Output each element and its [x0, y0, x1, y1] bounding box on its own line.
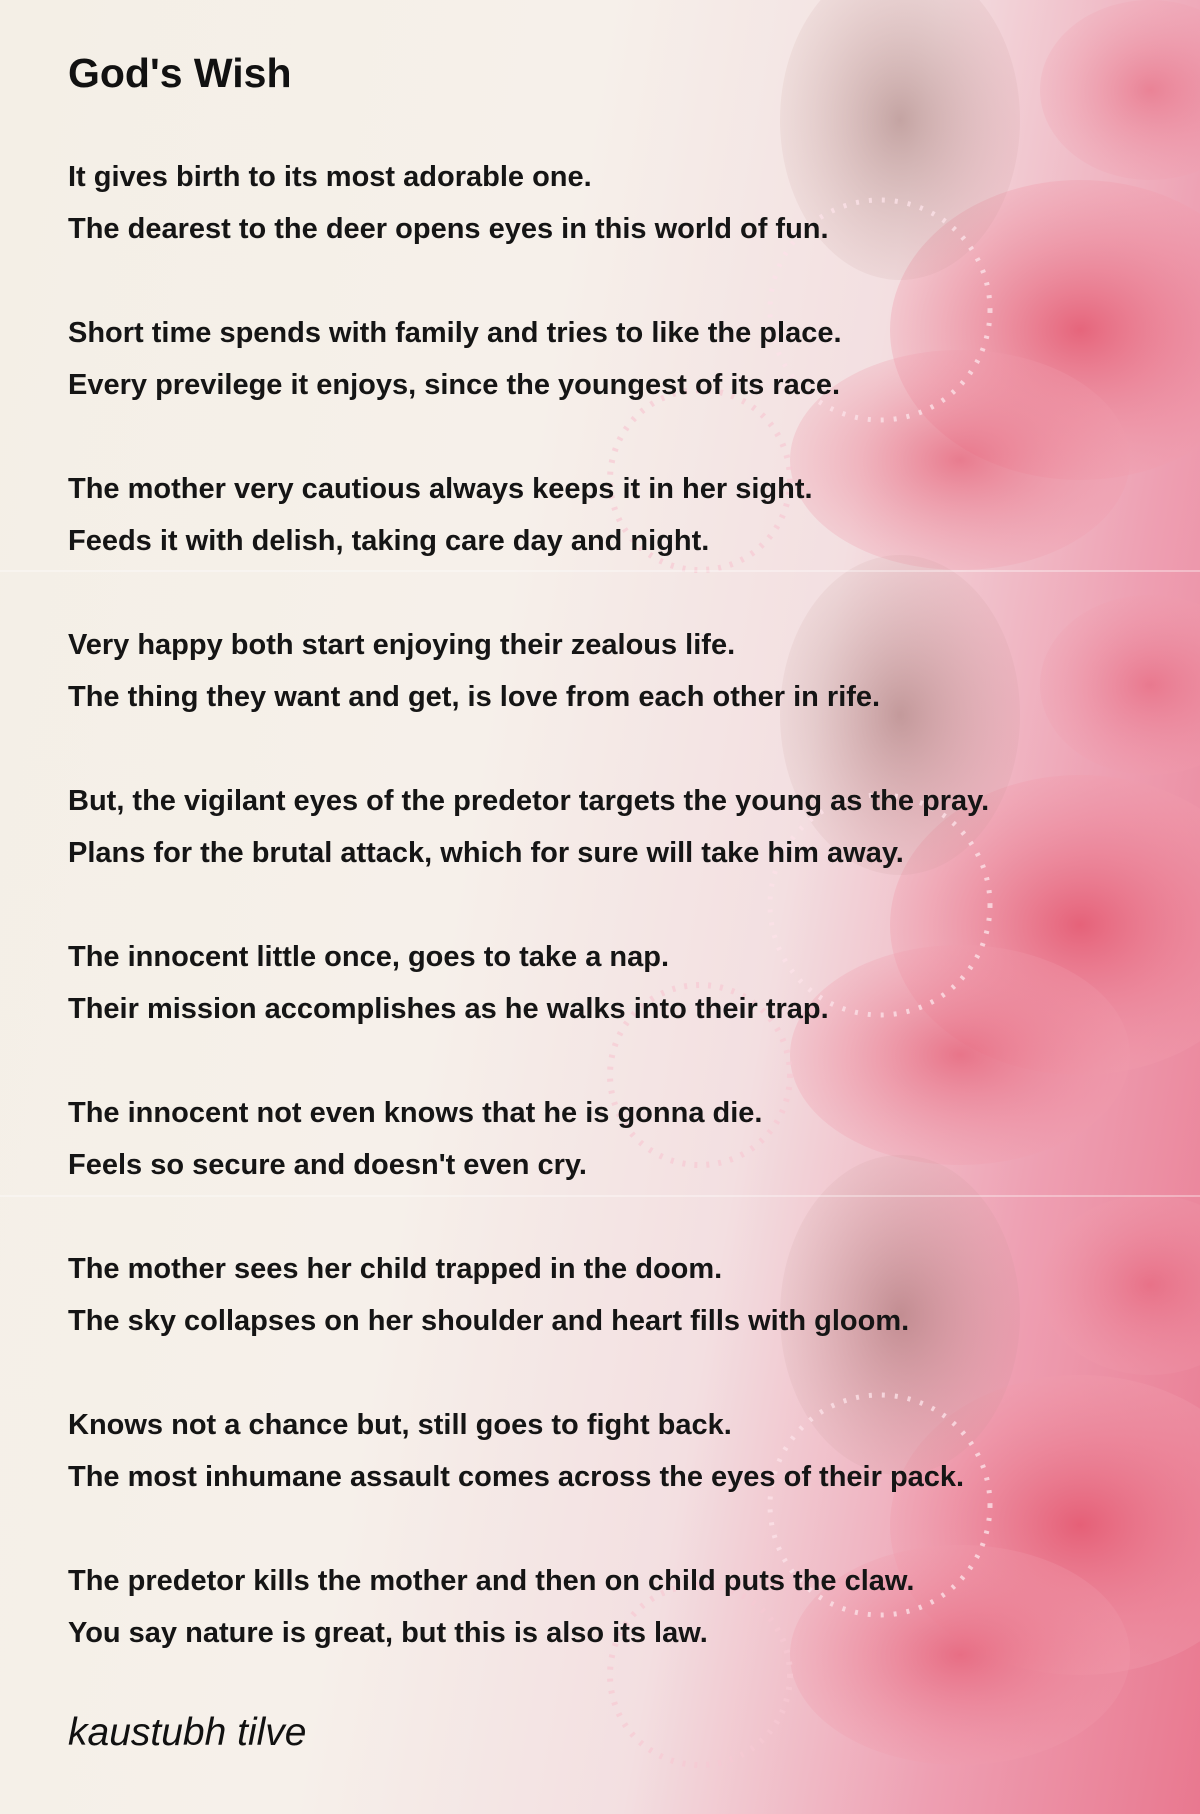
poem-title: God's Wish	[68, 50, 292, 96]
poem-author: kaustubh tilve	[68, 1711, 307, 1755]
stanza	[68, 151, 1148, 255]
stanza	[68, 307, 1148, 411]
poem-line: Feeds it with delish, taking care day and night.	[68, 525, 710, 558]
poem-line: But, the vigilant eyes of the predetor targets the young as the pray.	[68, 785, 990, 818]
poem-line: Plans for the brutal attack, which for sure will take him away.	[68, 837, 904, 870]
stanza	[68, 931, 1148, 1035]
poem-line: The mother sees her child trapped in the doom.	[68, 1253, 723, 1286]
poem-line: Feels so secure and doesn't even cry.	[68, 1149, 587, 1182]
poem-line: Knows not a chance but, still goes to fight back.	[68, 1409, 732, 1442]
stanza	[68, 1243, 1148, 1347]
poem-line: Their mission accomplishes as he walks into their trap.	[68, 993, 829, 1026]
poem-line: The thing they want and get, is love from each other in rife.	[68, 681, 881, 714]
poem	[68, 48, 1148, 1755]
stanza	[68, 463, 1148, 567]
stanza	[68, 619, 1148, 723]
poem-line: The sky collapses on her shoulder and heart fills with gloom.	[68, 1305, 910, 1338]
poem-line: It gives birth to its most adorable one.	[68, 161, 592, 194]
poem-line: The innocent not even knows that he is gonna die.	[68, 1097, 763, 1130]
poem-line: You say nature is great, but this is also its law.	[68, 1617, 708, 1650]
poem-line: The mother very cautious always keeps it in her sight.	[68, 473, 813, 506]
poem-line: The dearest to the deer opens eyes in this world of fun.	[68, 213, 829, 246]
stanza	[68, 1555, 1148, 1659]
poem-line: The predetor kills the mother and then on child puts the claw.	[68, 1565, 915, 1598]
stanza	[68, 1087, 1148, 1191]
stanza	[68, 775, 1148, 879]
poem-line: Every previlege it enjoys, since the youngest of its race.	[68, 369, 841, 402]
poem-line: Short time spends with family and tries to like the place.	[68, 317, 842, 350]
poem-line: The most inhumane assault comes across the eyes of their pack.	[68, 1461, 965, 1494]
stanza	[68, 1399, 1148, 1503]
poem-line: Very happy both start enjoying their zealous life.	[68, 629, 736, 662]
poem-line: The innocent little once, goes to take a nap.	[68, 941, 670, 974]
